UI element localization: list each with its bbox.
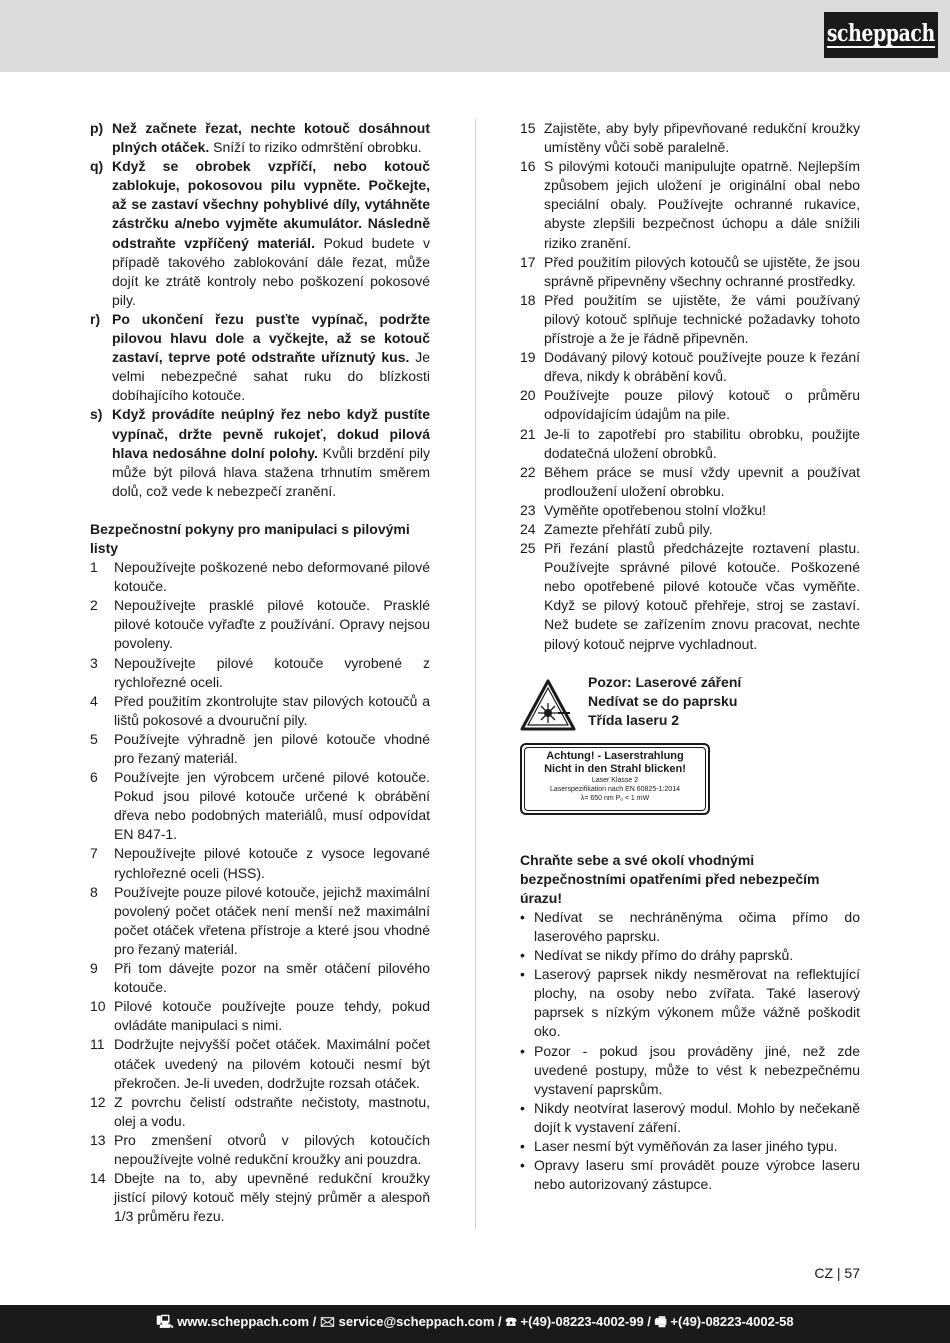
item-number: 8 bbox=[90, 883, 98, 900]
item-number: 24 bbox=[520, 520, 536, 537]
item-text: Zamezte přehřátí zubů pily. bbox=[544, 520, 713, 537]
bullet-text: Opravy laseru smí provádět pouze výrobce laseru nebo autorizovaný zástupce. bbox=[534, 1157, 860, 1193]
item-marker: r) bbox=[90, 310, 101, 327]
item-bold-text: Když provádíte neúplný řez nebo když pustíte vypínač, držte pevně rukojeť, dokud pilová hlava nedosáhne dolní polohy. bbox=[112, 406, 430, 461]
item-number: 25 bbox=[520, 540, 536, 557]
item-number: 18 bbox=[520, 291, 536, 308]
contact-footer: 🖳 www.scheppach.com / 🖂 service@scheppach.com / ☎ +(49)-08223-4002-99 / 🖷 +(49)-08223-4002-58 bbox=[0, 1305, 950, 1343]
item-number: 10 bbox=[90, 998, 106, 1015]
list-item bbox=[90, 959, 430, 997]
bullet-text: Laser nesmí být vyměňován za laser jiného typu. bbox=[534, 1138, 838, 1155]
item-text: Vyměňte opotřebenou stolní vložku! bbox=[544, 501, 767, 518]
item-text: S pilovými kotouči manipulujte opatrně. Nejlepším způsobem jejich uložení je originální obal nebo speciální obaly. Používejte ochranné rukavice, abyste zlepšili bezpečnost úchopu a dále snížili riziko zranění. bbox=[544, 158, 860, 251]
laser-warning-text bbox=[588, 673, 741, 730]
bullet-dot: • bbox=[520, 966, 525, 983]
list-item bbox=[520, 157, 860, 252]
numbered-list-left bbox=[90, 558, 430, 1226]
label-line5: λ= 650 nm Pₒ < 1 mW bbox=[580, 794, 650, 802]
item-text: Dbejte na to, aby upevněné redukční kroužky jistící pilový kotouč měly stejný průměr a alespoň 1/3 průměru řezu. bbox=[114, 1170, 430, 1225]
label-line2: Nicht in den Strahl blicken! bbox=[544, 762, 686, 775]
bullet-item bbox=[520, 908, 860, 946]
item-text: Zajistěte, aby byly připevňované redukční kroužky umístěny vůči sobě paralelně. bbox=[544, 120, 860, 156]
item-number: 2 bbox=[90, 597, 98, 614]
laser-warning-line1: Pozor: Laserové záření bbox=[588, 673, 742, 690]
item-text bbox=[112, 157, 430, 310]
bullet-dot: • bbox=[520, 1042, 525, 1059]
bullet-text: Laserový paprsek nikdy nesměrovat na reflektující plochy, na osoby nebo zvířata. Také laserový paprsek s nízkým výkonem může vážně poškodit oko. bbox=[534, 966, 860, 1040]
item-marker: q) bbox=[90, 158, 104, 175]
list-item bbox=[90, 1131, 430, 1169]
laser-hazard-icon bbox=[520, 679, 576, 731]
item-number: 21 bbox=[520, 425, 536, 442]
bullet-item bbox=[520, 1137, 860, 1156]
list-item bbox=[90, 1035, 430, 1092]
item-text: Používejte pouze pilový kotouč o průměru odpovídajícím údajům na pile. bbox=[544, 387, 860, 423]
bullet-dot: • bbox=[520, 947, 525, 964]
warning-item bbox=[90, 157, 430, 310]
item-number: 7 bbox=[90, 845, 98, 862]
bullet-dot: • bbox=[520, 1138, 525, 1155]
item-number: 19 bbox=[520, 349, 536, 366]
item-number: 6 bbox=[90, 769, 98, 786]
warning-item bbox=[90, 405, 430, 500]
list-item bbox=[520, 520, 860, 539]
bullet-text: Nedívat se nikdy přímo do dráhy paprsků. bbox=[534, 947, 794, 964]
bullet-text: Nikdy neotvírat laserový modul. Mohlo by nečekaně dojít k vystavení záření. bbox=[534, 1099, 860, 1135]
numbered-list-right bbox=[520, 119, 860, 654]
item-bold-text: Po ukončení řezu pusťte vypínač, podržte pilovou hlavu dole a vyčkejte, až se kotouč zastaví, teprve poté odstraňte uříznutý kus. bbox=[112, 310, 430, 366]
list-item bbox=[520, 386, 860, 424]
item-text: Před použitím se ujistěte, že vámi používaný pilový kotouč splňuje technické požadavky tohoto přístroje a že je řádně připevněn. bbox=[544, 291, 860, 347]
item-text: Nepoužívejte pilové kotouče z vysoce legované rychlořezné oceli (HSS). bbox=[114, 845, 430, 881]
left-column bbox=[90, 119, 430, 1226]
right-column bbox=[520, 119, 860, 1194]
bullet-list bbox=[520, 908, 860, 1194]
label-line4: Laserspezifikation nach EN 60825-1:2014 bbox=[550, 785, 680, 793]
bullet-item bbox=[520, 946, 860, 965]
page-header bbox=[0, 0, 950, 72]
protection-heading: Chraňte sebe a své okolí vhodnými bezpečnostními opatřeními před nebezpečím úrazu! bbox=[520, 851, 820, 906]
item-number: 14 bbox=[90, 1170, 106, 1187]
bullet-dot: • bbox=[520, 1157, 525, 1174]
warning-list bbox=[90, 119, 430, 501]
item-number: 5 bbox=[90, 730, 98, 747]
item-marker: s) bbox=[90, 406, 103, 423]
list-item bbox=[520, 463, 860, 501]
item-text bbox=[112, 405, 430, 500]
item-text: Používejte pouze pilové kotouče, jejichž maximální povolený počet otáček není menší než maximální počet otáček vřetena přístroje a které jsou vhodné pro řezaný materiál. bbox=[114, 883, 430, 957]
item-number: 23 bbox=[520, 501, 536, 518]
bullet-item bbox=[520, 965, 860, 1041]
list-item bbox=[520, 425, 860, 463]
item-number: 13 bbox=[90, 1131, 106, 1148]
page-number: CZ | 57 bbox=[814, 1265, 860, 1281]
bullet-text: Nedívat se nechráněnýma očima přímo do laserového paprsku. bbox=[534, 908, 860, 944]
list-item bbox=[520, 348, 860, 386]
item-marker: p) bbox=[90, 120, 104, 136]
item-text: Dodržujte nejvyšší počet otáček. Maximální počet otáček uvedený na pilovém kotouči nesmí být překročen. Je-li uveden, dodržujte rozsah otáček. bbox=[114, 1036, 430, 1091]
list-item bbox=[90, 730, 430, 768]
item-number: 1 bbox=[90, 559, 98, 576]
list-item bbox=[90, 1093, 430, 1131]
item-text: Před použitím zkontrolujte stav pilových kotoučů a lištů pokosové a dvouruční pily. bbox=[114, 692, 430, 728]
item-text: Pilové kotouče používejte pouze tehdy, pokud ovládáte manipulaci s nimi. bbox=[114, 998, 430, 1034]
item-plain-text: Je velmi nebezpečné sahat ruku do blízkosti dobíhajícího kotouče. bbox=[112, 349, 430, 404]
list-item bbox=[520, 539, 860, 654]
item-text: Nepoužívejte pilové kotouče vyrobené z rychlořezné oceli. bbox=[114, 654, 430, 690]
item-number: 15 bbox=[520, 120, 536, 136]
item-text: Používejte výhradně jen pilové kotouče vhodné pro řezaný materiál. bbox=[114, 730, 430, 766]
item-number: 11 bbox=[90, 1036, 105, 1053]
item-text bbox=[112, 119, 430, 157]
list-item bbox=[520, 501, 860, 520]
item-bold-text: Když se obrobek vzpříčí, nebo kotouč zablokuje, pokosovou pilu vypněte. Počkejte, až se zastaví všechny pohyblivé díly, vytáhněte zástrčku a/nebo vyjměte akumulátor. Následně odstraňte vzpříčený materiál. bbox=[112, 158, 430, 251]
list-item bbox=[90, 596, 430, 653]
list-item bbox=[520, 291, 860, 348]
item-text: Z povrchu čelistí odstraňte nečistoty, mastnotu, olej a vodu. bbox=[114, 1093, 430, 1129]
item-number: 12 bbox=[90, 1093, 106, 1110]
list-item bbox=[90, 768, 430, 844]
column-divider bbox=[475, 119, 476, 1229]
bullet-text: Pozor - pokud jsou prováděny jiné, než zde uvedené postupy, může to vést k nebezpečnému vystavení paprskům. bbox=[534, 1042, 860, 1097]
list-item bbox=[520, 253, 860, 291]
item-number: 3 bbox=[90, 654, 98, 671]
list-item bbox=[520, 119, 860, 157]
list-item bbox=[90, 844, 430, 882]
item-plain-text: Kvůli brzdění pily může být pilová hlava stažena trhnutím směrem dolů, což vede k nebezpečí zranění. bbox=[112, 444, 431, 499]
bullet-item bbox=[520, 1042, 860, 1099]
label-line1: Achtung! - Laserstrahlung bbox=[546, 749, 684, 762]
list-item bbox=[90, 558, 430, 596]
laser-warning-line2: Nedívat se do paprsku bbox=[588, 692, 738, 709]
item-text: Nepoužívejte poškozené nebo deformované pilové kotouče. bbox=[114, 559, 430, 595]
item-text: Při tom dávejte pozor na směr otáčení pilového kotouče. bbox=[114, 960, 430, 996]
item-text: Nepoužívejte prasklé pilové kotouče. Prasklé pilové kotouče vyřaďte z používání. Opravy nejsou povoleny. bbox=[114, 597, 430, 652]
item-text: Používejte jen výrobcem určené pilové kotouče. Pokud jsou pilové kotouče určené k obrábění dřeva nebo podobných materiálů, musí odpovídat EN 847-1. bbox=[114, 769, 430, 843]
label-line3: Laser Klasse 2 bbox=[591, 776, 639, 784]
list-item bbox=[90, 654, 430, 692]
list-item bbox=[90, 883, 430, 959]
section-heading: Bezpečnostní pokyny pro manipulaci s pilovými listy bbox=[90, 520, 410, 556]
laser-class-label-inner bbox=[524, 747, 706, 811]
item-text: Během práce se musí vždy upevnit a používat prodloužení uložení obrobku. bbox=[544, 463, 860, 499]
list-item bbox=[90, 1169, 430, 1226]
item-text: Pro zmenšení otvorů v pilových kotoučích nepoužívejte volné redukční kroužky ani pouzdra. bbox=[114, 1131, 430, 1167]
item-text: Je-li to zapotřebí pro stabilitu obrobku, použijte dodatečná uložení obrobků. bbox=[544, 425, 860, 461]
warning-item bbox=[90, 310, 430, 405]
list-item bbox=[90, 997, 430, 1035]
bullet-dot: • bbox=[520, 908, 525, 925]
bullet-item bbox=[520, 1099, 860, 1137]
item-number: 22 bbox=[520, 463, 536, 480]
item-text: Před použitím pilových kotoučů se ujistěte, že jsou správně připevněny všechny ochranné prostředky. bbox=[544, 253, 860, 289]
brand-name: scheppach bbox=[827, 20, 935, 47]
item-number: 16 bbox=[520, 158, 536, 175]
bullet-item bbox=[520, 1156, 860, 1194]
list-item bbox=[90, 692, 430, 730]
bullet-dot: • bbox=[520, 1099, 525, 1116]
item-text: Dodávaný pilový kotouč používejte pouze k řezání dřeva, nikdy k obrábění kovů. bbox=[544, 349, 860, 385]
item-text bbox=[112, 310, 430, 405]
item-number: 4 bbox=[90, 692, 98, 709]
laser-warning bbox=[520, 673, 860, 731]
item-number: 9 bbox=[90, 960, 98, 977]
item-number: 17 bbox=[520, 253, 536, 270]
item-number: 20 bbox=[520, 387, 536, 404]
laser-class-label bbox=[520, 743, 710, 815]
warning-item bbox=[90, 119, 430, 157]
laser-warning-line3: Třída laseru 2 bbox=[588, 711, 680, 728]
item-plain-text: Sníží to riziko odmrštění obrobku. bbox=[209, 139, 422, 156]
item-plain-text: Pokud budete v případě takového zablokování dále řezat, může dojít ke ztrátě kontroly nebo poškození pokosové pily. bbox=[112, 234, 430, 308]
item-text: Při řezání plastů předcházejte roztavení plastu. Používejte správné pilové kotouče. Poškozené nebo opotřebené pilové kotouče včas vyměňte. Když se pilový kotouč přehřeje, stroj se zastaví. Než budete se zařízením znovu pracovat, nechte pilový kotouč nejprve vychladnout. bbox=[544, 540, 860, 652]
brand-logo bbox=[824, 12, 938, 58]
item-bold-text: Než začnete řezat, nechte kotouč dosáhnout plných otáček. bbox=[112, 120, 430, 156]
